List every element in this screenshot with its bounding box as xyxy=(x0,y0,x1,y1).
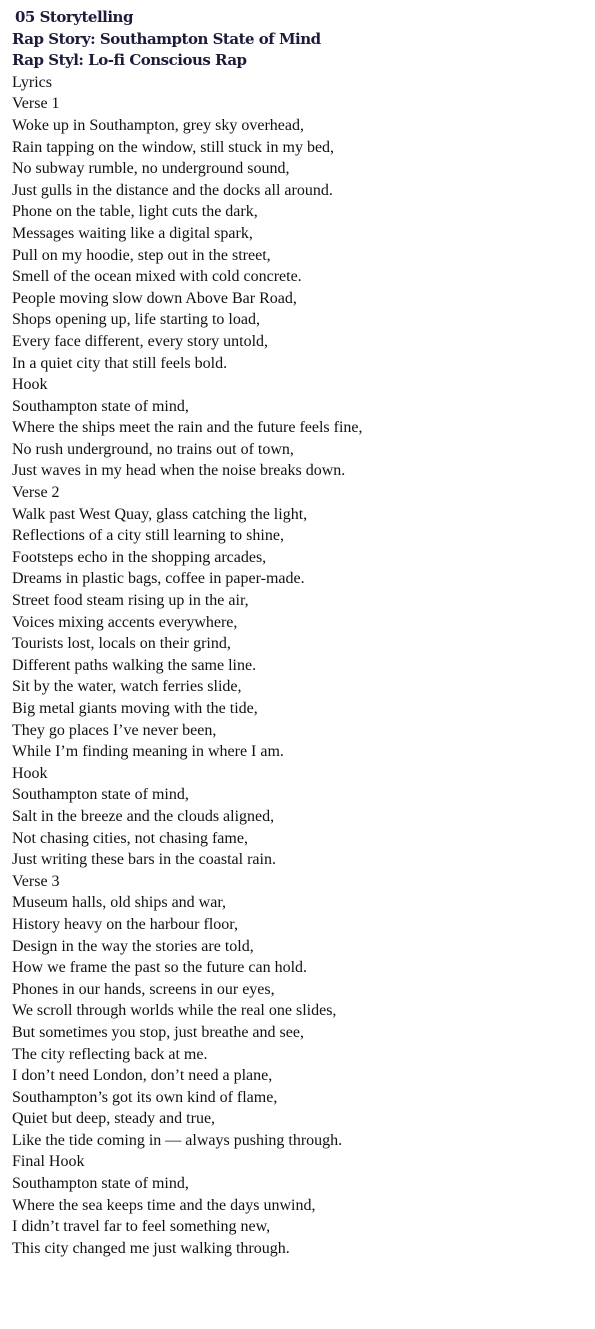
lyric-line: Shops opening up, life starting to load, xyxy=(12,311,260,329)
lyric-line: Big metal giants moving with the tide, xyxy=(12,700,258,717)
lyric-line: Hook xyxy=(12,764,48,782)
lyric-line: Southampton’s got its own kind of flame, xyxy=(12,1088,278,1106)
lyric-line: Verse 1 xyxy=(12,95,60,113)
lyric-line: Lyrics xyxy=(12,73,52,91)
lyric-line: Southampton state of mind, xyxy=(12,397,189,415)
lyric-line: Quiet but deep, steady and true, xyxy=(12,1110,216,1128)
lyrics-block xyxy=(12,72,587,1260)
lyric-line: Verse 3 xyxy=(12,872,60,890)
lyric-line: Where the ships meet the rain and the future feels fine, xyxy=(12,419,363,437)
lyric-line: Final Hook xyxy=(12,1153,85,1171)
lyric-line: Reflections of a city still learning to shine, xyxy=(12,527,284,545)
lyric-line: Southampton state of mind, xyxy=(12,786,189,804)
lyric-line: Woke up in Southampton, grey sky overhead, xyxy=(12,116,304,134)
lyric-line: Footsteps echo in the shopping arcades, xyxy=(12,548,267,566)
lyric-line: While I’m finding meaning in where I am. xyxy=(12,743,284,761)
lyric-line: Verse 2 xyxy=(12,484,60,502)
lyric-line: Smell of the ocean mixed with cold concrete. xyxy=(12,268,302,286)
lyric-line: History heavy on the harbour floor, xyxy=(12,915,238,933)
lyric-line: Dreams in plastic bags, coffee in paper-made. xyxy=(12,570,305,588)
lyric-line: Hook xyxy=(12,376,48,394)
lyric-line: Like the tide coming in — always pushing through. xyxy=(12,1131,343,1149)
lyric-line: Phones in our hands, screens in our eyes, xyxy=(12,980,275,998)
lyric-line: Different paths walking the same line. xyxy=(12,656,257,674)
lyric-line: Messages waiting like a digital spark, xyxy=(12,224,253,242)
lyric-line: Not chasing cities, not chasing fame, xyxy=(12,829,248,847)
lyric-line: Pull on my hoodie, step out in the street, xyxy=(12,246,271,264)
document-title: Rap Story: Southampton State of Mind xyxy=(12,29,321,48)
lyric-line: How we frame the past so the future can hold. xyxy=(12,959,308,977)
lyric-line: Salt in the breeze and the clouds aligned, xyxy=(12,807,275,825)
lyric-line: Southampton state of mind, xyxy=(12,1175,189,1193)
lyric-line: This city changed me just walking through. xyxy=(12,1239,290,1257)
lyric-line: I don’t need London, don’t need a plane, xyxy=(12,1067,273,1085)
lyric-line: We scroll through worlds while the real one slides, xyxy=(12,1002,337,1020)
lyric-line: Just waves in my head when the noise breaks down. xyxy=(12,462,346,480)
lyric-line: Just writing these bars in the coastal rain. xyxy=(12,851,276,869)
lyric-line: No subway rumble, no underground sound, xyxy=(12,160,290,178)
lyric-line: Where the sea keeps time and the days unwind, xyxy=(12,1196,316,1214)
lyric-line: Sit by the water, watch ferries slide, xyxy=(12,678,242,696)
lyric-line: Museum halls, old ships and war, xyxy=(12,894,227,912)
lyric-line: Rain tapping on the window, still stuck in my bed, xyxy=(12,138,335,156)
document-heading-number: 05 Storytelling xyxy=(15,8,133,26)
lyric-line: Just gulls in the distance and the docks all around. xyxy=(12,181,333,199)
lyric-line: Design in the way the stories are told, xyxy=(12,937,254,955)
lyric-line: Tourists lost, locals on their grind, xyxy=(12,635,231,653)
lyric-line: I didn’t travel far to feel something new, xyxy=(12,1218,271,1236)
lyric-line: The city reflecting back at me. xyxy=(12,1045,208,1063)
lyric-line: In a quiet city that still feels bold. xyxy=(12,354,228,372)
lyric-line: People moving slow down Above Bar Road, xyxy=(12,289,297,307)
lyric-line: Every face different, every story untold, xyxy=(12,332,269,350)
document-body xyxy=(12,7,587,1259)
lyric-line: Phone on the table, light cuts the dark, xyxy=(12,203,258,221)
lyric-line: No rush underground, no trains out of town, xyxy=(12,440,294,458)
lyric-line: But sometimes you stop, just breathe and see, xyxy=(12,1023,304,1041)
lyric-line: Street food steam rising up in the air, xyxy=(12,592,249,610)
lyric-line: Voices mixing accents everywhere, xyxy=(12,613,238,631)
lyric-line: Walk past West Quay, glass catching the light, xyxy=(12,505,308,523)
lyric-line: They go places I’ve never been, xyxy=(12,721,217,739)
document-style: Rap Styl: Lo-fi Conscious Rap xyxy=(12,51,247,70)
